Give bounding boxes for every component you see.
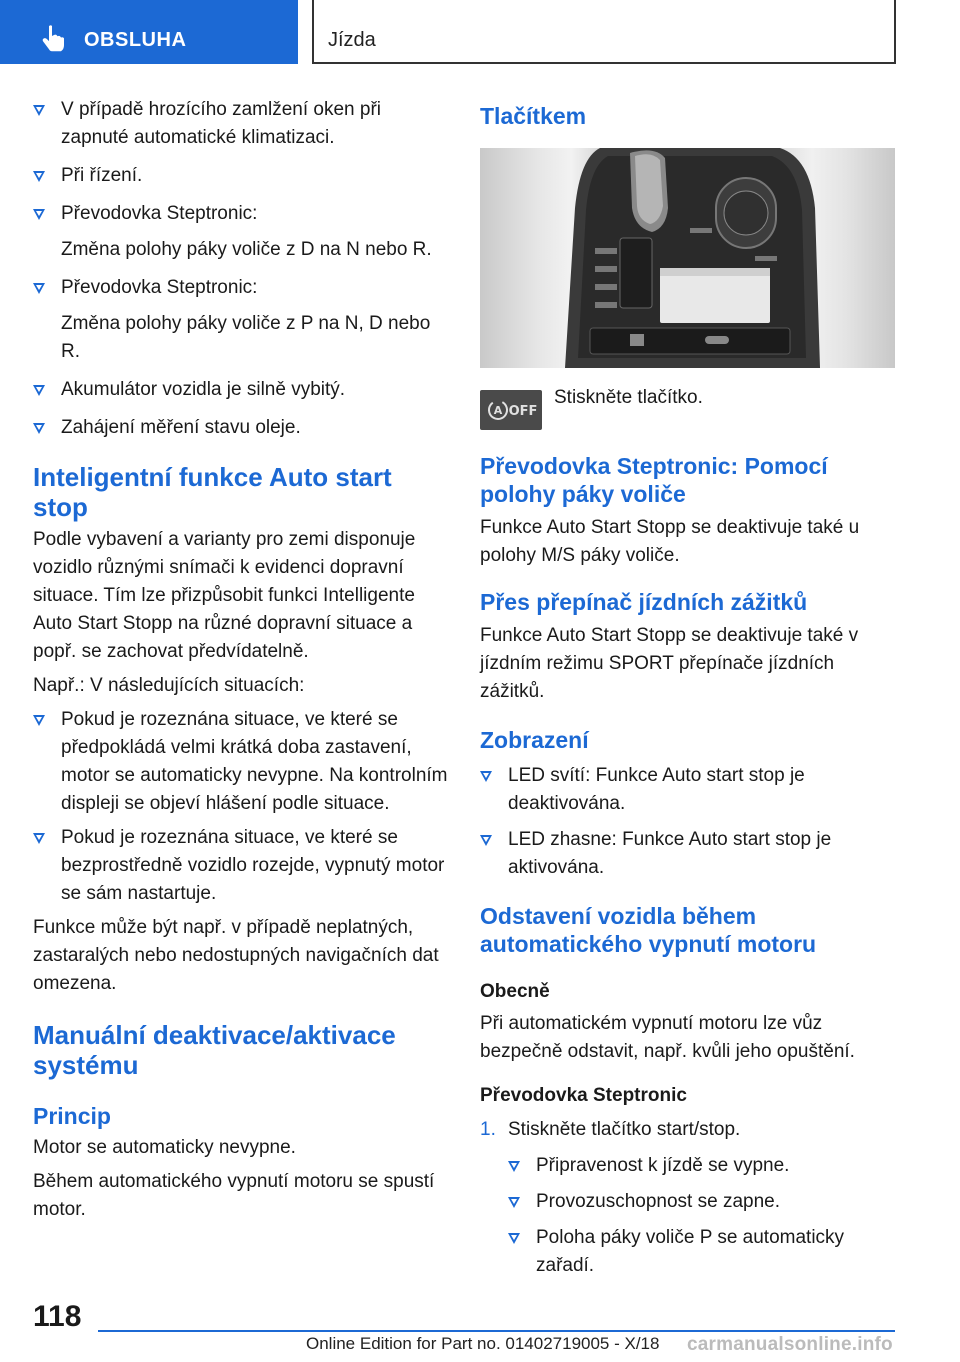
- list-item: Akumulátor vozidla je silně vybitý.: [33, 376, 449, 404]
- auto-start-stop-off-icon: [480, 390, 542, 430]
- list-item: Při řízení.: [33, 162, 449, 190]
- paragraph: Podle vybavení a varianty pro zemi disponuje vozidlo různými snímači k evidenci dopravní situace. Tím lze přizpůsobit funkci Intelligente Auto Start Stopp na různé dopravní situace a popř. se zachovat předvídatelně.: [33, 529, 416, 662]
- watermark: carmanualsonline.info: [687, 1334, 893, 1355]
- list-item: Provozuschopnost se zapne.: [508, 1188, 896, 1216]
- list-item: Poloha páky voliče P se automaticky zařadí.: [508, 1224, 896, 1280]
- heading-selector-lever: Převodovka Steptronic: Pomocí polohy páky voliče: [480, 453, 828, 507]
- list-item: Pokud je rozeznána situace, ve které se bezprostředně vozidlo rozejde, vypnutý motor se sám nastartuje.: [33, 824, 449, 908]
- list-item: Připravenost k jízdě se vypne.: [508, 1152, 896, 1180]
- step-sub-list: [508, 1152, 896, 1280]
- list-item: Převodovka Steptronic: Změna polohy páky voliče z P na N, D nebo R.: [33, 274, 449, 366]
- paragraph: Během automatického vypnutí motoru se spustí motor.: [33, 1171, 435, 1220]
- heading-steptronic: Převodovka Steptronic: [480, 1085, 687, 1106]
- heading-principle: Princip: [33, 1103, 111, 1129]
- list-item-detail: Změna polohy páky voliče z D na N nebo R.: [61, 239, 432, 260]
- paragraph: Při automatickém vypnutí motoru lze vůz bezpečně odstavit, např. kvůli jeho opuštění.: [480, 1013, 855, 1062]
- situation-list: [33, 706, 449, 908]
- heading-display: Zobrazení: [480, 727, 589, 753]
- steps-list: [480, 1116, 896, 1280]
- console-photo: [480, 148, 895, 368]
- list-item: Pokud je rozeznána situace, ve které se předpokládá velmi krátká doba zastavení, motor se automaticky nevypne. Na kontrolním displeji se objeví hlášení podle situace.: [33, 706, 449, 818]
- right-column: [480, 102, 896, 1280]
- press-button-text: Stiskněte tlačítko.: [554, 387, 703, 408]
- auto-start-stop-off-button[interactable]: [480, 390, 542, 430]
- bullet-triangle-icon: [33, 105, 45, 116]
- step-number: 1.: [480, 1119, 496, 1140]
- bullet-triangle-icon: [33, 209, 45, 220]
- bullet-triangle-icon: [33, 715, 45, 726]
- hand-pointer-icon: [40, 24, 66, 52]
- list-item: Převodovka Steptronic: Změna polohy páky voliče z D na N nebo R.: [33, 200, 449, 264]
- display-list: [480, 762, 896, 882]
- bullet-triangle-icon: [33, 283, 45, 294]
- condition-list: [33, 96, 449, 442]
- bullet-triangle-icon: [480, 771, 492, 782]
- bullet-triangle-icon: [480, 835, 492, 846]
- bullet-triangle-icon: [33, 385, 45, 396]
- paragraph: Funkce Auto Start Stopp se deaktivuje také v jízdním režimu SPORT přepínače jízdních zážitků.: [480, 625, 859, 702]
- bullet-triangle-icon: [33, 423, 45, 434]
- footer-divider: [98, 1330, 895, 1332]
- list-item: 1. Stiskněte tlačítko start/stop. Připravenost k jízdě se vypne. Provozuschopnost se zapne. Poloha páky voliče P se automaticky zařadí.: [480, 1116, 896, 1280]
- svg-text:OFF: OFF: [508, 404, 538, 419]
- chapter-title: Jízda: [328, 29, 376, 51]
- heading-parking: Odstavení vozidla během automatického vypnutí motoru: [480, 903, 817, 957]
- section-tab[interactable]: [0, 0, 298, 64]
- bullet-triangle-icon: [33, 833, 45, 844]
- bullet-triangle-icon: [508, 1197, 520, 1208]
- list-item: Zahájení měření stavu oleje.: [33, 414, 449, 442]
- section-title: OBSLUHA: [84, 29, 187, 51]
- svg-text:A: A: [493, 404, 503, 417]
- bullet-triangle-icon: [508, 1161, 520, 1172]
- chapter-header: [312, 0, 896, 64]
- paragraph: Funkce Auto Start Stopp se deaktivuje také u polohy M/S páky voliče.: [480, 517, 860, 566]
- list-item-detail: Změna polohy páky voliče z P na N, D nebo R.: [61, 313, 431, 362]
- heading-button: Tlačítkem: [480, 103, 587, 129]
- heading-driving-experience: Přes přepínač jízdních zážitků: [480, 589, 808, 615]
- paragraph: Např.: V následujících situacích:: [33, 675, 305, 696]
- gear-selector-illustration: [480, 148, 895, 368]
- paragraph: Funkce může být např. v případě neplatných, zastaralých nebo nedostupných navigačních dat omezena.: [33, 917, 439, 994]
- list-item: LED zhasne: Funkce Auto start stop je aktivována.: [480, 826, 896, 882]
- heading-manual-deactivation: Manuální deaktivace/aktivace systému: [33, 1020, 396, 1080]
- bullet-triangle-icon: [33, 171, 45, 182]
- edition-text: Online Edition for Part no. 01402719005 - X/18: [306, 1334, 660, 1353]
- heading-auto-start-stop: Inteligentní funkce Auto start stop: [33, 462, 392, 522]
- page-number: 118: [33, 1300, 82, 1333]
- list-item: V případě hrozícího zamlžení oken při zapnuté automatické klimatizaci.: [33, 96, 449, 152]
- heading-general: Obecně: [480, 981, 550, 1002]
- left-column: [33, 96, 449, 1224]
- paragraph: Motor se automaticky nevypne.: [33, 1137, 296, 1158]
- list-item: LED svítí: Funkce Auto start stop je deaktivována.: [480, 762, 896, 818]
- press-button-row: [480, 387, 896, 430]
- bullet-triangle-icon: [508, 1233, 520, 1244]
